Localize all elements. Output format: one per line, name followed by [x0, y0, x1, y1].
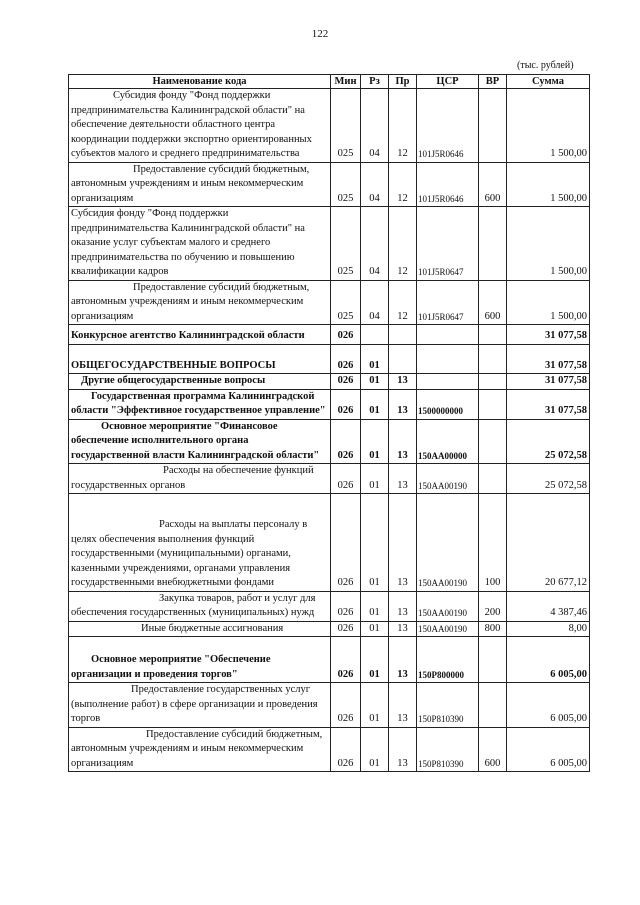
row-rz: 01 [361, 727, 389, 772]
row-rz: 04 [361, 162, 389, 207]
row-csr: 1500000000 [417, 389, 479, 419]
row-vr [479, 325, 507, 345]
row-min: 025 [331, 162, 361, 207]
row-csr: 150AA00190 [417, 591, 479, 621]
row-name: Предоставление субсидий бюджетным, автономным учреждениям и иным некоммерческим организациям [69, 280, 331, 325]
row-vr: 600 [479, 727, 507, 772]
row-min: 026 [331, 344, 361, 374]
row-vr [479, 683, 507, 728]
row-pr: 12 [389, 280, 417, 325]
row-rz: 01 [361, 591, 389, 621]
row-vr [479, 419, 507, 464]
row-name: Расходы на обеспечение функций государственных органов [69, 464, 331, 494]
row-csr: 101J5R0646 [417, 162, 479, 207]
row-pr: 13 [389, 389, 417, 419]
row-sum: 6 005,00 [507, 637, 590, 683]
row-sum: 31 077,58 [507, 325, 590, 345]
row-csr: 150P810390 [417, 727, 479, 772]
header-rz: Рз [361, 75, 389, 89]
row-rz: 01 [361, 344, 389, 374]
row-csr [417, 325, 479, 345]
row-rz: 01 [361, 419, 389, 464]
row-name: Предоставление субсидий бюджетным, автономным учреждениям и иным некоммерческим организациям [69, 162, 331, 207]
row-sum: 1 500,00 [507, 162, 590, 207]
row-rz: 04 [361, 280, 389, 325]
table-row [69, 419, 590, 464]
row-sum: 31 077,58 [507, 344, 590, 374]
row-name: Субсидия фонду "Фонд поддержки предпринимательства Калининградской области" на оказание услуг субъектам малого и среднего предпринимательства по обучению и повышению квалификации кадров [69, 207, 331, 281]
row-csr [417, 344, 479, 374]
row-sum: 20 677,12 [507, 494, 590, 592]
row-name: ОБЩЕГОСУДАРСТВЕННЫЕ ВОПРОСЫ [69, 344, 331, 374]
row-rz: 01 [361, 464, 389, 494]
table-row [69, 207, 590, 281]
row-rz: 01 [361, 374, 389, 390]
header-min: Мин [331, 75, 361, 89]
row-sum: 1 500,00 [507, 280, 590, 325]
row-pr: 13 [389, 683, 417, 728]
row-pr: 12 [389, 207, 417, 281]
row-pr: 13 [389, 374, 417, 390]
row-pr: 13 [389, 494, 417, 592]
row-name: Основное мероприятие "Финансовое обеспечение исполнительного органа государственной власти Калининградской области" [69, 419, 331, 464]
row-pr: 13 [389, 591, 417, 621]
row-rz: 01 [361, 389, 389, 419]
row-min: 026 [331, 464, 361, 494]
row-vr: 200 [479, 591, 507, 621]
table-row [69, 591, 590, 621]
row-sum: 6 005,00 [507, 683, 590, 728]
row-min: 026 [331, 374, 361, 390]
row-csr: 150AA00190 [417, 494, 479, 592]
row-pr: 13 [389, 637, 417, 683]
table-row [69, 325, 590, 345]
row-rz: 01 [361, 637, 389, 683]
row-sum: 31 077,58 [507, 374, 590, 390]
row-sum: 1 500,00 [507, 89, 590, 163]
row-min: 026 [331, 325, 361, 345]
row-sum: 8,00 [507, 621, 590, 637]
row-name: Предоставление субсидий бюджетным, автономным учреждениям и иным некоммерческим организациям [69, 727, 331, 772]
table-row [69, 621, 590, 637]
row-name: Субсидия фонду "Фонд поддержки предпринимательства Калининградской области" на обеспечение деятельности областного центра координации поддержки экспортно ориентированных субъектов малого и среднего предпринимательства [69, 89, 331, 163]
row-csr: 150AA00190 [417, 621, 479, 637]
row-vr: 800 [479, 621, 507, 637]
row-pr [389, 325, 417, 345]
row-rz: 01 [361, 621, 389, 637]
table-row [69, 162, 590, 207]
row-pr: 12 [389, 162, 417, 207]
row-csr: 150AA00000 [417, 419, 479, 464]
row-vr: 100 [479, 494, 507, 592]
row-name: Основное мероприятие "Обеспечение организации и проведения торгов" [69, 637, 331, 683]
row-name: Государственная программа Калининградской области "Эффективное государственное управление" [69, 389, 331, 419]
budget-table [68, 74, 590, 772]
row-vr [479, 464, 507, 494]
page-number: 122 [311, 28, 329, 40]
row-name: Расходы на выплаты персоналу в целях обеспечения выполнения функций государственными (муниципальными) органами, казенными учреждениями, органами управления государственными внебюджетными фондами [69, 494, 331, 592]
header-pr: Пр [389, 75, 417, 89]
table-row [69, 637, 590, 683]
units-label: (тыс. рублей) [517, 60, 574, 71]
row-vr: 600 [479, 280, 507, 325]
row-csr: 150P810390 [417, 683, 479, 728]
row-min: 026 [331, 637, 361, 683]
row-min: 025 [331, 89, 361, 163]
row-rz: 04 [361, 89, 389, 163]
row-vr [479, 374, 507, 390]
row-sum: 1 500,00 [507, 207, 590, 281]
row-vr [479, 207, 507, 281]
row-name: Предоставление государственных услуг (выполнение работ) в сфере организации и проведения торгов [69, 683, 331, 728]
row-min: 026 [331, 389, 361, 419]
row-sum: 6 005,00 [507, 727, 590, 772]
row-csr: 101J5R0647 [417, 207, 479, 281]
table-row [69, 389, 590, 419]
row-rz [361, 325, 389, 345]
row-name: Другие общегосударственные вопросы [69, 374, 331, 390]
row-pr: 13 [389, 464, 417, 494]
row-rz: 01 [361, 494, 389, 592]
row-csr: 101J5R0646 [417, 89, 479, 163]
table-row [69, 683, 590, 728]
table-row [69, 89, 590, 163]
table-row [69, 344, 590, 374]
row-csr: 150AA00190 [417, 464, 479, 494]
table-header-row [69, 75, 590, 89]
row-csr [417, 374, 479, 390]
row-min: 025 [331, 280, 361, 325]
row-pr: 13 [389, 727, 417, 772]
row-min: 026 [331, 621, 361, 637]
row-name: Иные бюджетные ассигнования [69, 621, 331, 637]
row-vr: 600 [479, 162, 507, 207]
row-name: Конкурсное агентство Калининградской области [69, 325, 331, 345]
row-pr: 13 [389, 419, 417, 464]
row-min: 026 [331, 494, 361, 592]
header-csr: ЦСР [417, 75, 479, 89]
row-min: 026 [331, 591, 361, 621]
row-pr: 13 [389, 621, 417, 637]
row-min: 026 [331, 419, 361, 464]
row-vr [479, 89, 507, 163]
table-row [69, 494, 590, 592]
row-sum: 25 072,58 [507, 464, 590, 494]
row-min: 026 [331, 683, 361, 728]
row-rz: 04 [361, 207, 389, 281]
row-pr [389, 344, 417, 374]
row-sum: 4 387,46 [507, 591, 590, 621]
header-name: Наименование кода [69, 75, 331, 89]
row-name: Закупка товаров, работ и услуг для обеспечения государственных (муниципальных) нужд [69, 591, 331, 621]
row-min: 025 [331, 207, 361, 281]
table-row [69, 280, 590, 325]
row-csr: 150P800000 [417, 637, 479, 683]
table-row [69, 727, 590, 772]
row-csr: 101J5R0647 [417, 280, 479, 325]
table-row [69, 464, 590, 494]
row-sum: 31 077,58 [507, 389, 590, 419]
row-min: 026 [331, 727, 361, 772]
row-pr: 12 [389, 89, 417, 163]
row-vr [479, 344, 507, 374]
header-sum: Сумма [507, 75, 590, 89]
table-row [69, 374, 590, 390]
row-sum: 25 072,58 [507, 419, 590, 464]
row-vr [479, 389, 507, 419]
row-rz: 01 [361, 683, 389, 728]
row-vr [479, 637, 507, 683]
header-vr: ВР [479, 75, 507, 89]
